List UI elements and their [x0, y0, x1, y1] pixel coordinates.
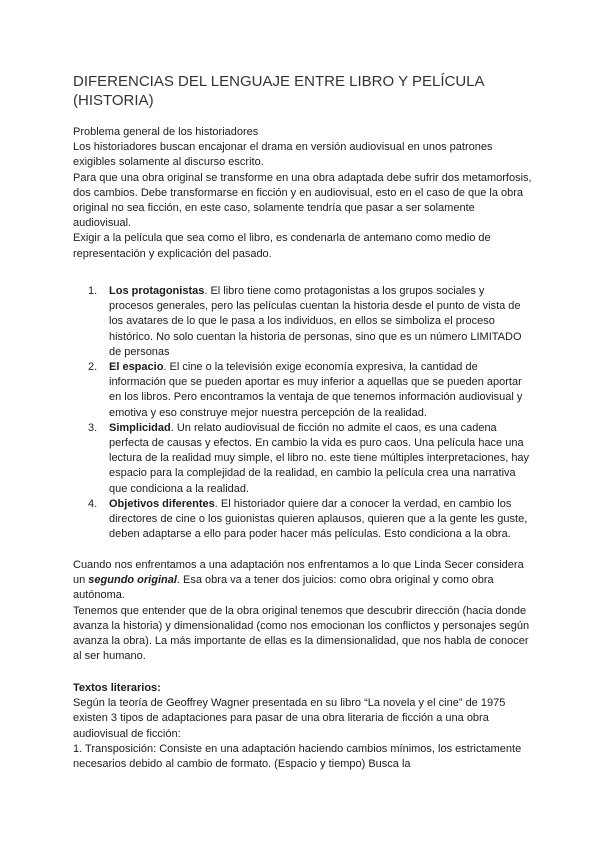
literarios-paragraph-2: 1. Transposición: Consiste en una adaptación haciendo cambios mínimos, los estrictamente necesarios debido al cambio de formato. (Espacio y tiempo) Busca la: [73, 742, 522, 771]
page-title: DIFERENCIAS DEL LENGUAJE ENTRE LIBRO Y PELÍCULA (HISTORIA): [73, 73, 484, 109]
list-number: 4.: [88, 497, 98, 510]
secer-text-b: . Esa obra va a tener dos juicios: como obra original y como obra autónoma.: [73, 574, 494, 602]
literarios-paragraph-1: Según la teoría de Geoffrey Wagner presentada en su libro “La novela y el cine” de 1975 existen 3 tipos de adaptaciones para pasar de una obra literaria de ficción a una obra audiovisual de ficción:: [73, 697, 506, 740]
intro-paragraph-1: Los historiadores buscan encajonar el drama en versión audiovisual en unos patrones exigibles solamente al discurso escrito.: [73, 141, 493, 169]
textos-literarios-section: [73, 681, 533, 772]
list-number: 3.: [88, 421, 98, 434]
list-text: . El cine o la televisión exige economía expresiva, la cantidad de información que se pueden aportar es muy inferior a aquellas que se pueden aportar en los libros. Pero encontramos la ventaja de que tenemos información audiovisual y emotiva y eso construye mejor nuestra percepción de la realidad.: [109, 361, 523, 419]
list-item: [88, 497, 532, 543]
list-text: . El historiador quiere dar a conocer la verdad, en cambio los directores de cine o los guionistas quieren aplausos, quieren que a la gente les guste, deben adaptarse a ello para poder hacer más películas. Esto condiciona a la obra.: [109, 497, 528, 541]
secer-paragraph-2: Tenemos que entender que de la obra original tenemos que descubrir dirección (hacia donde avanza la historia) y dimensionalidad (como nos emocionan los conflictos y personajes según avanza la obra). La más importante de ellas es la dimensionalidad, que nos habla de conocer al ser humano.: [73, 604, 530, 663]
list-number: 2.: [88, 361, 98, 374]
segundo-original-section: [73, 558, 533, 664]
list-item: [88, 360, 532, 421]
list-item: [88, 421, 532, 497]
segundo-original-term: segundo original: [88, 574, 177, 587]
list-text: . Un relato audiovisual de ficción no admite el caos, es una cadena perfecta de causas y efectos. En cambio la vida es puro caos. Una película hace una lectura de la realidad muy simple, el libro no. este tiene múltiples interpretaciones, hay espacio para la complejidad de la realidad, en cambio la película crea una narrativa que condiciona a la realidad.: [109, 421, 530, 495]
differences-list: [88, 284, 532, 542]
section-heading: [73, 681, 533, 696]
list-item: [88, 284, 532, 360]
intro-paragraph-3: Exigir a la película que sea como el libro, es condenarla de antemano como medio de representación y explicación del pasado.: [73, 232, 491, 260]
list-text: . El libro tiene como protagonistas a los grupos sociales y procesos generales, pero las películas cuentan la historia desde el punto de vista de los avatares de lo que le pasa a los individuos, en ellos se simboliza el proceso histórico. No solo cuentan la historia de personas, sino que es un número LIMITADO de personas: [109, 285, 522, 358]
list-number: 1.: [88, 285, 98, 297]
secer-paragraph-1: [73, 558, 533, 604]
intro-section: [73, 125, 533, 262]
literarios-heading: Textos literarios:: [73, 682, 161, 694]
intro-heading: Problema general de los historiadores: [73, 126, 259, 138]
secer-text-a: Cuando nos enfrentamos a una adaptación nos enfrentamos a lo que Linda Secer considera un: [73, 559, 524, 587]
list-term: El espacio: [109, 361, 164, 374]
intro-paragraph-2: Para que una obra original se transforme en una obra adaptada debe sufrir dos metamorfosis, dos cambios. Debe transformarse en ficción y en audiovisual, esto en el caso de que la obra original no sea ficción, en este caso, solamente tendría que pasar a ser solamente audiovisual.: [73, 171, 532, 230]
list-term: Objetivos diferentes: [109, 497, 215, 510]
list-term: Los protagonistas: [109, 285, 205, 297]
list-term: Simplicidad: [109, 421, 171, 434]
